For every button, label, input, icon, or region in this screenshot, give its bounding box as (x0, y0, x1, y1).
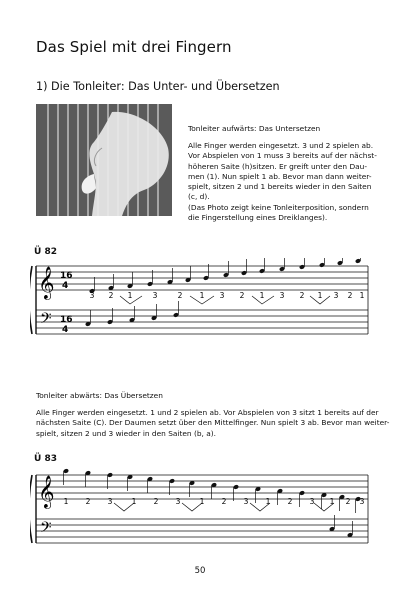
fingering-label: 2 (347, 291, 353, 300)
abwaerts-text (36, 391, 390, 439)
fingering-label: 1 (131, 497, 137, 506)
treble-clef-icon: 𝄞 (38, 475, 55, 508)
aufwaerts-text (188, 124, 388, 230)
fingering-label: 2 (153, 497, 159, 506)
time-signature-bottom: 4 (62, 325, 69, 335)
fingering-label: 2 (239, 291, 245, 300)
fingering-label: 3 (243, 497, 249, 506)
fingering-label: 3 (152, 291, 158, 300)
fingering-label: 2 (299, 291, 305, 300)
fingering-label: 3 (333, 291, 339, 300)
time-signature-bottom: 4 (62, 281, 69, 291)
aufwaerts-line: Vor Abspielen von 1 muss 3 bereits auf der nächst- (188, 151, 377, 161)
aufwaerts-line: (Das Photo zeigt keine Tonleiterposition, sondern (188, 202, 369, 212)
fingering-label: 1 (199, 291, 205, 300)
fingering-label: 3 (219, 291, 225, 300)
fingering-label: 2 (345, 497, 351, 506)
fingering-label: 1 (199, 497, 205, 506)
section-title: 1) Die Tonleiter: Das Unter- und Übersetzen (36, 80, 280, 93)
fingering-label: 1 (63, 497, 69, 506)
exercise-82-score (30, 258, 370, 338)
fingering-label: 1 (329, 497, 335, 506)
exercise-83-score (30, 465, 370, 547)
fingering-label: 3 (309, 497, 315, 506)
bass-clef-icon: 𝄢 (40, 310, 52, 331)
fingering-label: 1 (127, 291, 133, 300)
fingering-label: 2 (108, 291, 114, 300)
exercise-82-label: Ü 82 (34, 247, 57, 257)
aufwaerts-line: die Fingerstellung eines Dreiklanges). (188, 212, 328, 222)
fingering-label: 1 (265, 497, 271, 506)
abwaerts-line: nächsten Saite (C). Der Daumen setzt über den Mittelfinger. Nun spielt 3 ab. Bevor man weiter- (36, 418, 390, 428)
bass-clef-icon: 𝄢 (40, 519, 52, 540)
fingering-label: 2 (221, 497, 227, 506)
abwaerts-line: Alle Finger werden eingesetzt. 1 und 2 spielen ab. Vor Abspielen von 3 sitzt 1 bereits auf der (36, 408, 379, 418)
fingering-label: 3 (359, 497, 365, 506)
harp-strings-image (36, 104, 172, 216)
fingering-label: 3 (89, 291, 95, 300)
aufwaerts-line: men (1). Nun spielt 1 ab. Bevor man dann weiter- (188, 171, 372, 181)
aufwaerts-line: höheren Saite (h)sitzen. Er greift unter den Dau- (188, 161, 368, 171)
fingering-label: 2 (287, 497, 293, 506)
fingering-label: 1 (317, 291, 323, 300)
abwaerts-line: spielt, sitzen 2 und 3 wieder in den Saiten (b, a). (36, 428, 216, 438)
aufwaerts-heading: Tonleiter aufwärts: Das Untersetzen (188, 124, 321, 133)
page-title: Das Spiel mit drei Fingern (36, 38, 232, 56)
time-signature-top: 16 (60, 271, 73, 281)
exercise-83-label: Ü 83 (34, 454, 57, 464)
fingering-label: 2 (85, 497, 91, 506)
fingering-label: 2 (177, 291, 183, 300)
fingering-label: 3 (279, 291, 285, 300)
time-signature-top: 16 (60, 315, 73, 325)
fingering-label: 3 (175, 497, 181, 506)
abwaerts-heading: Tonleiter abwärts: Das Übersetzen (36, 391, 163, 400)
page-number: 50 (194, 566, 206, 576)
treble-clef-icon: 𝄞 (38, 266, 55, 299)
aufwaerts-line: (c, d). (188, 192, 210, 202)
harp-hand-photo (36, 104, 172, 216)
fingering-label: 1 (259, 291, 265, 300)
aufwaerts-line: Alle Finger werden eingesetzt. 3 und 2 spielen ab. (188, 141, 374, 151)
aufwaerts-line: spielt, sitzen 2 und 1 bereits wieder in den Saiten (188, 182, 372, 192)
fingering-label: 3 (107, 497, 113, 506)
fingering-label: 1 (359, 291, 365, 300)
